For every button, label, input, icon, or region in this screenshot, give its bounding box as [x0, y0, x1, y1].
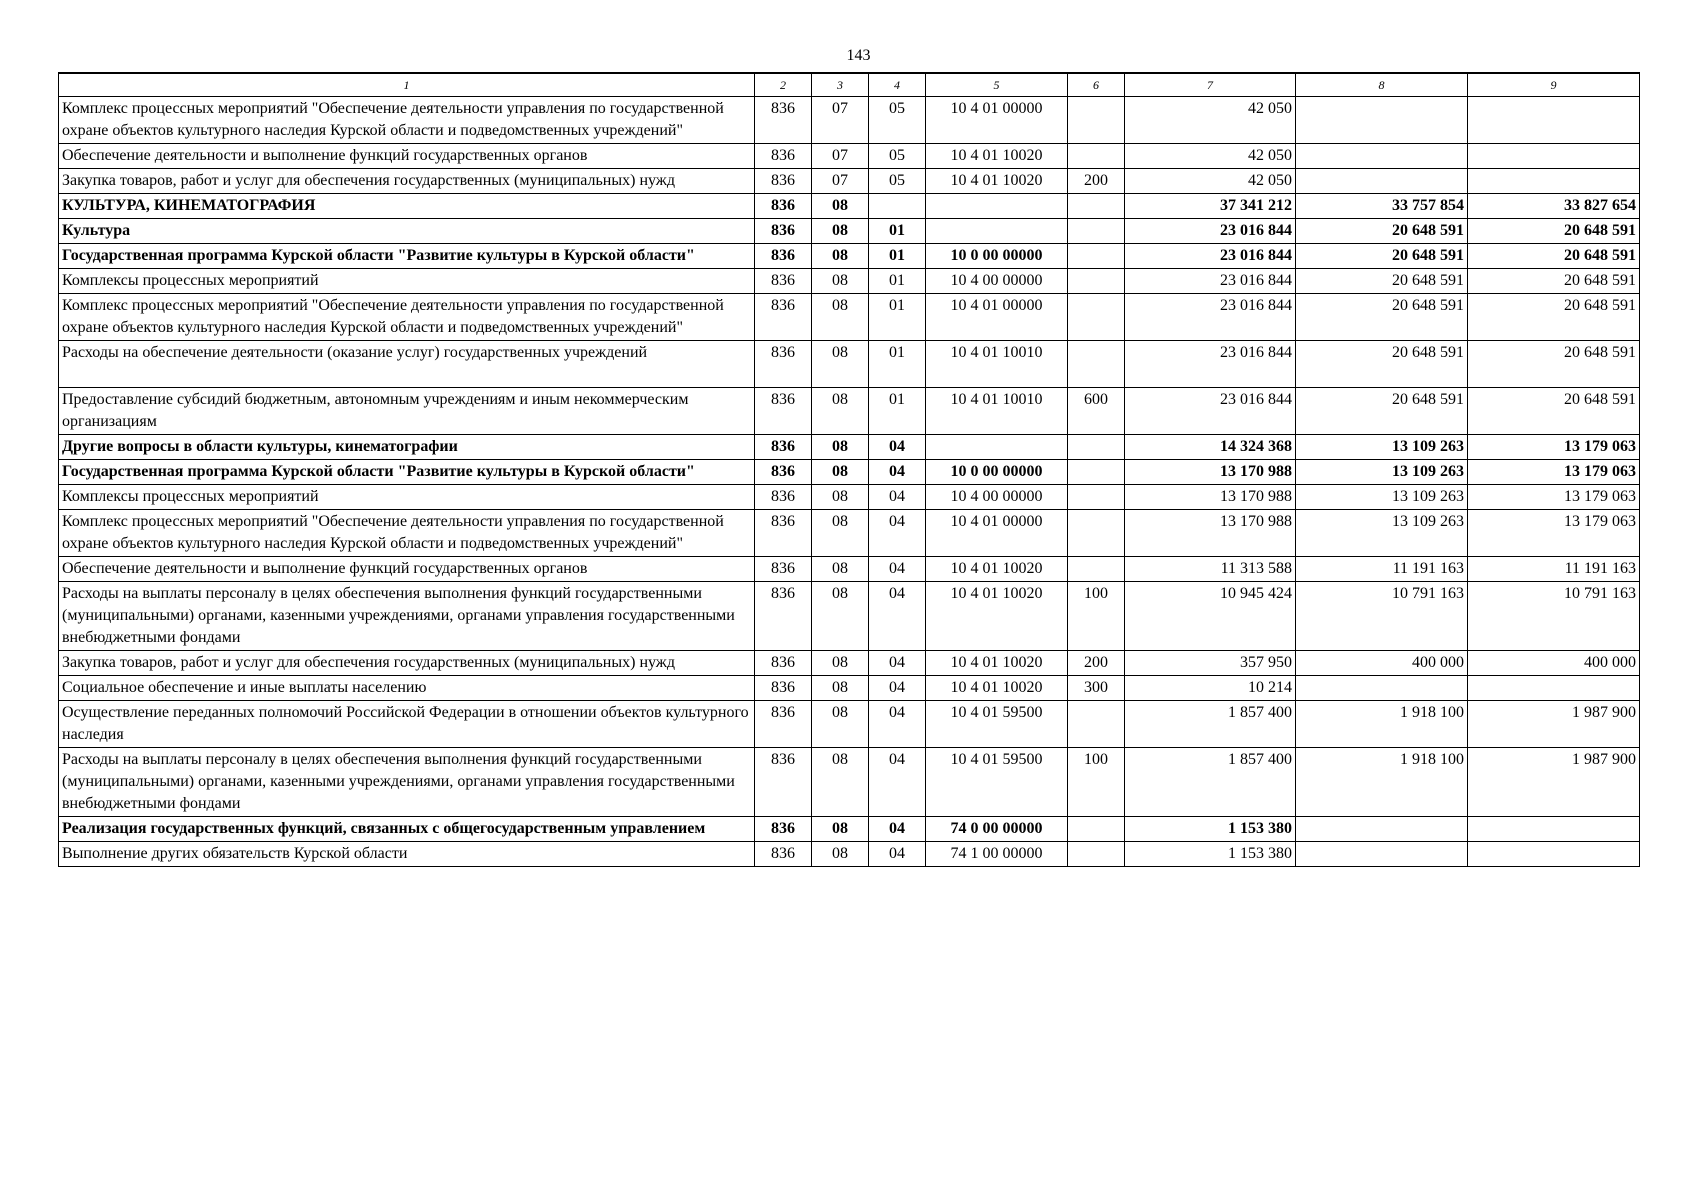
column-header: 2: [755, 73, 812, 97]
amount-col7-cell: 23 016 844: [1125, 341, 1296, 388]
amount-col8-cell: 13 109 263: [1296, 435, 1468, 460]
item-name-cell: Социальное обеспечение и иные выплаты населению: [59, 676, 755, 701]
section-code-cell: 07: [812, 169, 869, 194]
target-article-cell: 10 4 01 59500: [926, 748, 1068, 817]
amount-col7-cell: 23 016 844: [1125, 269, 1296, 294]
amount-col9-cell: 20 648 591: [1468, 219, 1640, 244]
target-article-cell: 74 0 00 00000: [926, 817, 1068, 842]
grbs-code-cell: 836: [755, 582, 812, 651]
amount-col9-cell: 1 987 900: [1468, 701, 1640, 748]
item-name-cell: Закупка товаров, работ и услуг для обеспечения государственных (муниципальных) нужд: [59, 651, 755, 676]
amount-col9-cell: 13 179 063: [1468, 460, 1640, 485]
item-name-cell: Расходы на выплаты персоналу в целях обеспечения выполнения функций государственными (муниципальными) органами, казенными учреждениями, органами управления государственными внебюджетными фондами: [59, 582, 755, 651]
section-code-cell: 08: [812, 194, 869, 219]
grbs-code-cell: 836: [755, 388, 812, 435]
section-code-cell: 08: [812, 435, 869, 460]
item-name-cell: Предоставление субсидий бюджетным, автономным учреждениям и иным некоммерческим организациям: [59, 388, 755, 435]
expense-type-cell: 100: [1068, 582, 1125, 651]
grbs-code-cell: 836: [755, 460, 812, 485]
item-name-cell: Государственная программа Курской области "Развитие культуры в Курской области": [59, 460, 755, 485]
expense-type-cell: 200: [1068, 169, 1125, 194]
amount-col8-cell: 1 918 100: [1296, 701, 1468, 748]
amount-col8-cell: [1296, 169, 1468, 194]
grbs-code-cell: 836: [755, 269, 812, 294]
expense-type-cell: [1068, 460, 1125, 485]
column-header: 3: [812, 73, 869, 97]
amount-col7-cell: 23 016 844: [1125, 388, 1296, 435]
section-code-cell: 08: [812, 460, 869, 485]
grbs-code-cell: 836: [755, 817, 812, 842]
amount-col9-cell: 20 648 591: [1468, 341, 1640, 388]
amount-col7-cell: 13 170 988: [1125, 510, 1296, 557]
table-row: [59, 269, 1640, 294]
amount-col8-cell: [1296, 97, 1468, 144]
target-article-cell: 10 4 01 10020: [926, 557, 1068, 582]
subsection-code-cell: 04: [869, 460, 926, 485]
expense-type-cell: 200: [1068, 651, 1125, 676]
amount-col9-cell: 13 179 063: [1468, 435, 1640, 460]
expense-type-cell: [1068, 817, 1125, 842]
section-code-cell: 07: [812, 144, 869, 169]
expense-type-cell: 300: [1068, 676, 1125, 701]
subsection-code-cell: 01: [869, 294, 926, 341]
target-article-cell: 74 1 00 00000: [926, 842, 1068, 867]
subsection-code-cell: 01: [869, 244, 926, 269]
subsection-code-cell: 04: [869, 485, 926, 510]
amount-col9-cell: [1468, 97, 1640, 144]
section-code-cell: 08: [812, 341, 869, 388]
section-code-cell: 08: [812, 676, 869, 701]
expense-type-cell: [1068, 701, 1125, 748]
table-row: [59, 294, 1640, 341]
amount-col8-cell: [1296, 842, 1468, 867]
table-row: [59, 817, 1640, 842]
table-row: [59, 510, 1640, 557]
expense-type-cell: [1068, 244, 1125, 269]
item-name-cell: Комплекс процессных мероприятий "Обеспечение деятельности управления по государственной охране объектов культурного наследия Курской области и подведомственных учреждений": [59, 97, 755, 144]
table-row: [59, 748, 1640, 817]
amount-col9-cell: [1468, 169, 1640, 194]
amount-col9-cell: 400 000: [1468, 651, 1640, 676]
subsection-code-cell: 04: [869, 557, 926, 582]
amount-col9-cell: [1468, 144, 1640, 169]
target-article-cell: 10 4 01 59500: [926, 701, 1068, 748]
subsection-code-cell: [869, 194, 926, 219]
grbs-code-cell: 836: [755, 294, 812, 341]
item-name-cell: Обеспечение деятельности и выполнение функций государственных органов: [59, 557, 755, 582]
amount-col8-cell: [1296, 144, 1468, 169]
subsection-code-cell: 04: [869, 748, 926, 817]
amount-col7-cell: 10 945 424: [1125, 582, 1296, 651]
amount-col8-cell: 1 918 100: [1296, 748, 1468, 817]
grbs-code-cell: 836: [755, 485, 812, 510]
item-name-cell: Закупка товаров, работ и услуг для обеспечения государственных (муниципальных) нужд: [59, 169, 755, 194]
item-name-cell: Осуществление переданных полномочий Российской Федерации в отношении объектов культурного наследия: [59, 701, 755, 748]
amount-col9-cell: 20 648 591: [1468, 388, 1640, 435]
subsection-code-cell: 04: [869, 842, 926, 867]
target-article-cell: 10 4 01 10020: [926, 582, 1068, 651]
section-code-cell: 08: [812, 294, 869, 341]
section-code-cell: 08: [812, 842, 869, 867]
table-row: [59, 435, 1640, 460]
expense-type-cell: [1068, 510, 1125, 557]
amount-col9-cell: 20 648 591: [1468, 244, 1640, 269]
grbs-code-cell: 836: [755, 341, 812, 388]
target-article-cell: 10 0 00 00000: [926, 244, 1068, 269]
grbs-code-cell: 836: [755, 144, 812, 169]
amount-col7-cell: 42 050: [1125, 144, 1296, 169]
grbs-code-cell: 836: [755, 194, 812, 219]
section-code-cell: 08: [812, 748, 869, 817]
expense-type-cell: [1068, 435, 1125, 460]
subsection-code-cell: 04: [869, 582, 926, 651]
section-code-cell: 08: [812, 817, 869, 842]
target-article-cell: 10 4 01 10020: [926, 144, 1068, 169]
table-row: [59, 460, 1640, 485]
target-article-cell: 10 4 01 10010: [926, 341, 1068, 388]
subsection-code-cell: 04: [869, 435, 926, 460]
amount-col7-cell: 42 050: [1125, 97, 1296, 144]
expense-type-cell: [1068, 97, 1125, 144]
amount-col7-cell: 1 153 380: [1125, 842, 1296, 867]
target-article-cell: 10 4 01 10020: [926, 169, 1068, 194]
amount-col8-cell: 13 109 263: [1296, 460, 1468, 485]
amount-col7-cell: 23 016 844: [1125, 244, 1296, 269]
item-name-cell: Государственная программа Курской области "Развитие культуры в Курской области": [59, 244, 755, 269]
amount-col8-cell: 400 000: [1296, 651, 1468, 676]
grbs-code-cell: 836: [755, 701, 812, 748]
section-code-cell: 08: [812, 651, 869, 676]
grbs-code-cell: 836: [755, 676, 812, 701]
expense-type-cell: [1068, 485, 1125, 510]
section-code-cell: 08: [812, 269, 869, 294]
amount-col7-cell: 11 313 588: [1125, 557, 1296, 582]
table-body: [59, 73, 1640, 867]
column-header: 7: [1125, 73, 1296, 97]
amount-col9-cell: 33 827 654: [1468, 194, 1640, 219]
table-row: [59, 485, 1640, 510]
column-number-header-row: [59, 73, 1640, 97]
target-article-cell: [926, 219, 1068, 244]
amount-col9-cell: 13 179 063: [1468, 485, 1640, 510]
table-row: [59, 582, 1640, 651]
amount-col8-cell: 13 109 263: [1296, 510, 1468, 557]
amount-col7-cell: 1 857 400: [1125, 701, 1296, 748]
table-row: [59, 97, 1640, 144]
amount-col7-cell: 13 170 988: [1125, 485, 1296, 510]
item-name-cell: Выполнение других обязательств Курской области: [59, 842, 755, 867]
target-article-cell: [926, 194, 1068, 219]
amount-col7-cell: 1 857 400: [1125, 748, 1296, 817]
amount-col9-cell: 1 987 900: [1468, 748, 1640, 817]
target-article-cell: 10 0 00 00000: [926, 460, 1068, 485]
item-name-cell: Культура: [59, 219, 755, 244]
table-row: [59, 341, 1640, 388]
amount-col8-cell: 20 648 591: [1296, 341, 1468, 388]
table-row: [59, 842, 1640, 867]
amount-col7-cell: 42 050: [1125, 169, 1296, 194]
grbs-code-cell: 836: [755, 748, 812, 817]
amount-col7-cell: 14 324 368: [1125, 435, 1296, 460]
amount-col9-cell: [1468, 842, 1640, 867]
expense-type-cell: 600: [1068, 388, 1125, 435]
amount-col9-cell: [1468, 817, 1640, 842]
subsection-code-cell: 01: [869, 341, 926, 388]
expense-type-cell: [1068, 219, 1125, 244]
column-header: 4: [869, 73, 926, 97]
amount-col7-cell: 1 153 380: [1125, 817, 1296, 842]
table-row: [59, 244, 1640, 269]
budget-table: [58, 72, 1640, 867]
column-header: 6: [1068, 73, 1125, 97]
grbs-code-cell: 836: [755, 219, 812, 244]
expense-type-cell: [1068, 842, 1125, 867]
target-article-cell: 10 4 01 10020: [926, 676, 1068, 701]
subsection-code-cell: 01: [869, 388, 926, 435]
column-header: 5: [926, 73, 1068, 97]
amount-col7-cell: 23 016 844: [1125, 219, 1296, 244]
item-name-cell: Комплексы процессных мероприятий: [59, 269, 755, 294]
target-article-cell: 10 4 01 00000: [926, 510, 1068, 557]
subsection-code-cell: 04: [869, 676, 926, 701]
target-article-cell: 10 4 01 10010: [926, 388, 1068, 435]
amount-col9-cell: 20 648 591: [1468, 294, 1640, 341]
section-code-cell: 08: [812, 510, 869, 557]
subsection-code-cell: 01: [869, 219, 926, 244]
amount-col7-cell: 10 214: [1125, 676, 1296, 701]
amount-col8-cell: 20 648 591: [1296, 294, 1468, 341]
amount-col9-cell: 13 179 063: [1468, 510, 1640, 557]
amount-col7-cell: 23 016 844: [1125, 294, 1296, 341]
amount-col9-cell: 20 648 591: [1468, 269, 1640, 294]
expense-type-cell: [1068, 194, 1125, 219]
column-header: 8: [1296, 73, 1468, 97]
target-article-cell: 10 4 01 00000: [926, 294, 1068, 341]
section-code-cell: 08: [812, 582, 869, 651]
amount-col9-cell: [1468, 676, 1640, 701]
amount-col8-cell: 20 648 591: [1296, 244, 1468, 269]
table-row: [59, 651, 1640, 676]
expense-type-cell: [1068, 269, 1125, 294]
subsection-code-cell: 01: [869, 269, 926, 294]
item-name-cell: Расходы на обеспечение деятельности (оказание услуг) государственных учреждений: [59, 341, 755, 388]
amount-col7-cell: 37 341 212: [1125, 194, 1296, 219]
table-row: [59, 388, 1640, 435]
amount-col8-cell: [1296, 676, 1468, 701]
section-code-cell: 07: [812, 97, 869, 144]
grbs-code-cell: 836: [755, 244, 812, 269]
grbs-code-cell: 836: [755, 557, 812, 582]
item-name-cell: Реализация государственных функций, связанных с общегосударственным управлением: [59, 817, 755, 842]
expense-type-cell: [1068, 341, 1125, 388]
item-name-cell: Расходы на выплаты персоналу в целях обеспечения выполнения функций государственными (муниципальными) органами, казенными учреждениями, органами управления государственными внебюджетными фондами: [59, 748, 755, 817]
target-article-cell: 10 4 00 00000: [926, 485, 1068, 510]
target-article-cell: 10 4 00 00000: [926, 269, 1068, 294]
page-number: 143: [846, 47, 871, 64]
item-name-cell: КУЛЬТУРА, КИНЕМАТОГРАФИЯ: [59, 194, 755, 219]
column-header: 1: [59, 73, 755, 97]
amount-col7-cell: 357 950: [1125, 651, 1296, 676]
amount-col8-cell: 33 757 854: [1296, 194, 1468, 219]
section-code-cell: 08: [812, 701, 869, 748]
table-row: [59, 169, 1640, 194]
item-name-cell: Комплекс процессных мероприятий "Обеспечение деятельности управления по государственной охране объектов культурного наследия Курской области и подведомственных учреждений": [59, 510, 755, 557]
amount-col8-cell: [1296, 817, 1468, 842]
section-code-cell: 08: [812, 557, 869, 582]
item-name-cell: Комплексы процессных мероприятий: [59, 485, 755, 510]
grbs-code-cell: 836: [755, 97, 812, 144]
amount-col9-cell: 11 191 163: [1468, 557, 1640, 582]
section-code-cell: 08: [812, 219, 869, 244]
amount-col8-cell: 20 648 591: [1296, 219, 1468, 244]
target-article-cell: [926, 435, 1068, 460]
subsection-code-cell: 04: [869, 510, 926, 557]
subsection-code-cell: 04: [869, 651, 926, 676]
amount-col8-cell: 11 191 163: [1296, 557, 1468, 582]
target-article-cell: 10 4 01 10020: [926, 651, 1068, 676]
target-article-cell: 10 4 01 00000: [926, 97, 1068, 144]
amount-col8-cell: 20 648 591: [1296, 388, 1468, 435]
expense-type-cell: [1068, 557, 1125, 582]
expense-type-cell: [1068, 144, 1125, 169]
amount-col8-cell: 13 109 263: [1296, 485, 1468, 510]
amount-col8-cell: 20 648 591: [1296, 269, 1468, 294]
table-row: [59, 701, 1640, 748]
item-name-cell: Другие вопросы в области культуры, кинематографии: [59, 435, 755, 460]
table-row: [59, 194, 1640, 219]
table-row: [59, 557, 1640, 582]
subsection-code-cell: 05: [869, 144, 926, 169]
grbs-code-cell: 836: [755, 169, 812, 194]
table-row: [59, 676, 1640, 701]
section-code-cell: 08: [812, 485, 869, 510]
subsection-code-cell: 04: [869, 817, 926, 842]
grbs-code-cell: 836: [755, 842, 812, 867]
section-code-cell: 08: [812, 388, 869, 435]
item-name-cell: Комплекс процессных мероприятий "Обеспечение деятельности управления по государственной охране объектов культурного наследия Курской области и подведомственных учреждений": [59, 294, 755, 341]
grbs-code-cell: 836: [755, 651, 812, 676]
item-name-cell: Обеспечение деятельности и выполнение функций государственных органов: [59, 144, 755, 169]
amount-col9-cell: 10 791 163: [1468, 582, 1640, 651]
grbs-code-cell: 836: [755, 510, 812, 557]
amount-col7-cell: 13 170 988: [1125, 460, 1296, 485]
subsection-code-cell: 05: [869, 169, 926, 194]
section-code-cell: 08: [812, 244, 869, 269]
subsection-code-cell: 04: [869, 701, 926, 748]
table-row: [59, 144, 1640, 169]
expense-type-cell: 100: [1068, 748, 1125, 817]
column-header: 9: [1468, 73, 1640, 97]
grbs-code-cell: 836: [755, 435, 812, 460]
subsection-code-cell: 05: [869, 97, 926, 144]
table-row: [59, 219, 1640, 244]
expense-type-cell: [1068, 294, 1125, 341]
amount-col8-cell: 10 791 163: [1296, 582, 1468, 651]
